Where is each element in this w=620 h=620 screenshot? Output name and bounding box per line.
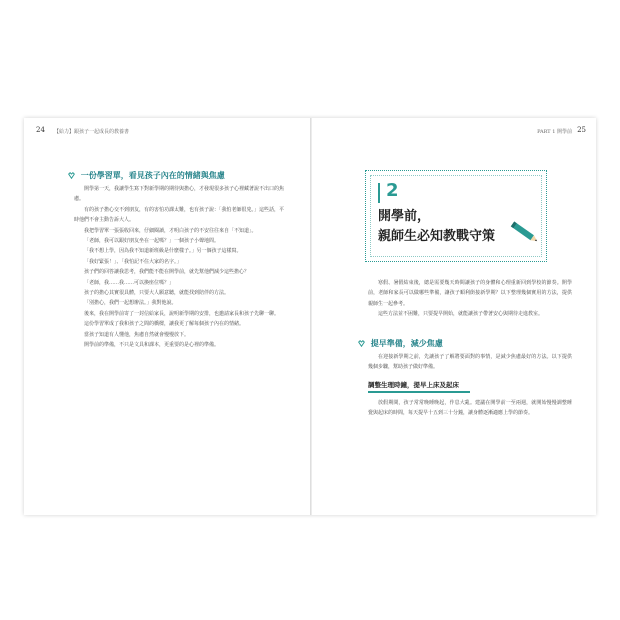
chapter-number: 2 xyxy=(386,180,399,201)
left-section-title xyxy=(68,170,225,181)
right-subhead-text xyxy=(368,398,572,419)
paragraph: 後來，我在開學前寄了一封信給家長，說明新學期的安排，也邀請家長和孩子先聊一聊。 xyxy=(84,310,280,317)
right-section-text xyxy=(368,352,572,373)
left-page xyxy=(24,118,310,515)
paragraph: 在迎接新學期之前，先讓孩子了解將要面對的事情，是減少焦慮最好的方法。以下提供幾個步驟，幫助孩子做好準備。 xyxy=(368,354,572,371)
right-section-title-text: 提早準備，減少焦慮 xyxy=(370,339,443,348)
right-intro-text xyxy=(368,278,572,320)
paragraph: 孩子的擔心其實很具體，只要大人願意聽，就能找到陪伴的方法。 xyxy=(84,290,230,297)
left-body-text xyxy=(74,184,284,351)
left-running-head: 【給力】跟孩子一起成長的教養書 xyxy=(54,129,130,135)
paragraph: 有的孩子擔心交不到朋友，有的害怕功課太難，也有孩子說：「我怕老師很兇。」這些話，平時他們不會主動告訴大人。 xyxy=(74,206,285,224)
left-section-title-text: 一份學習單，看見孩子內在的情緒與焦慮 xyxy=(80,171,225,180)
right-running-head: PART 1 開學前 xyxy=(537,129,572,135)
paragraph: 我把學習單一張張收回來，仔細閱讀，才明白孩子的不安往往來自「不知道」。 xyxy=(84,227,257,234)
chapter-title-line2: 親師生必知教戰守策 xyxy=(378,229,496,244)
paragraph: 當孩子知道有人懂他，焦慮自然就會慢慢放下。 xyxy=(84,331,190,338)
paragraph: 放假期間，孩子常常晚睡晚起，作息大亂。建議在開學前一至兩週，就開始慢慢調整睡覺與起床的時間，每天提早十五到三十分鐘，讓身體逐漸適應上學的節奏。 xyxy=(368,400,572,417)
chapter-title xyxy=(378,207,495,247)
subhead-underline xyxy=(368,391,470,393)
paragraph: 開學前的準備，不只是文具和課本，更重要的是心裡的準備。 xyxy=(84,342,220,349)
paragraph: 開學第一天，我讓學生寫下對新學期的期待與擔心，才發現很多孩子心裡藏著說不出口的焦慮。 xyxy=(74,186,285,203)
heart-check-icon xyxy=(68,172,75,179)
chapter-accent-bar xyxy=(378,183,380,203)
paragraph: 「老師，我……我……可以換座位嗎？」 xyxy=(84,279,175,286)
chapter-box xyxy=(365,170,547,262)
book-spread xyxy=(24,118,596,515)
right-page xyxy=(312,118,596,515)
heart-check-icon xyxy=(358,340,365,347)
right-section-title xyxy=(358,338,443,349)
paragraph: 寒假、暑假結束後，總是需要幾天時間讓孩子的身體和心理重新回到學校的節奏。開學前，老師和家長可以做哪些準備，讓孩子順利銜接新學期？以下整理幾個實用的方法，提供親師生一起參考。 xyxy=(368,280,572,307)
paragraph: 孩子們的回答讓我思考，我們能不能在開學前，就先幫他們減少這些擔心？ xyxy=(84,269,250,276)
chapter-title-line1: 開學前， xyxy=(378,209,431,224)
right-page-number: 25 xyxy=(577,126,586,134)
paragraph: 「我不想上學，因為我不知道新班級是什麼樣子。」另一個孩子這樣寫。 xyxy=(84,248,242,255)
paragraph: 「我好緊張！」、「我怕記不住大家的名字。」 xyxy=(84,258,182,265)
paragraph: 「老師，我可以跟好朋友坐在一起嗎？」一個孩子小聲地問。 xyxy=(84,238,220,245)
paragraph: 這份學習單成了我和孩子之間的橋樑，讓我更了解每個孩子內在的情緒。 xyxy=(84,321,245,328)
pencil-icon xyxy=(506,219,542,245)
left-page-number: 24 xyxy=(36,126,45,134)
subhead: 調整生理時鐘，提早上床及起床 xyxy=(368,381,459,389)
paragraph: 這些方法並不困難，只要提早開始，就能讓孩子帶著安心與期待走進教室。 xyxy=(378,311,544,318)
paragraph: 「別擔心，我們一起想辦法。」我對他說。 xyxy=(84,300,177,307)
